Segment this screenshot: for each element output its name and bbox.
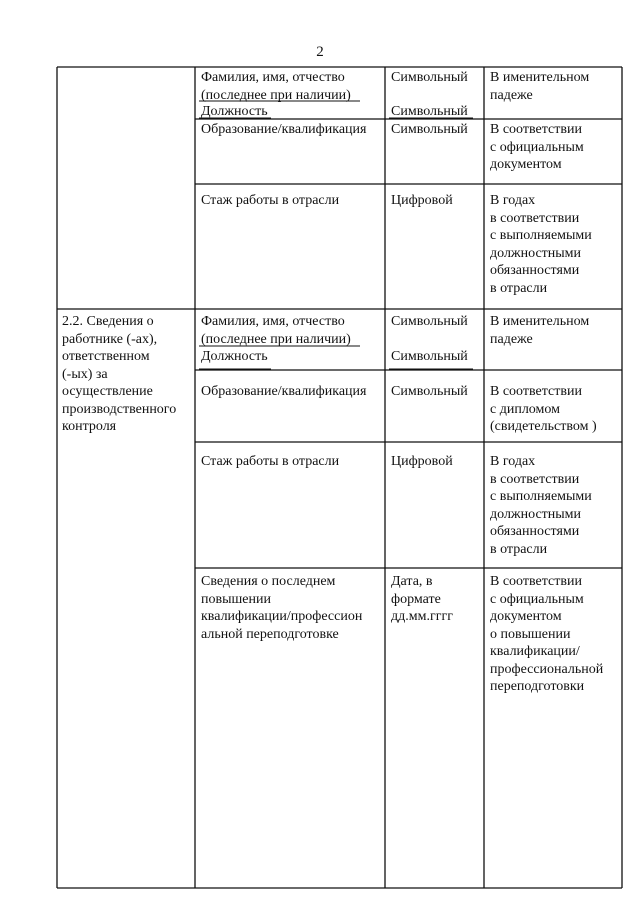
- s2-row4-type: Цифровой: [391, 454, 453, 469]
- row1-type: Символьный: [391, 70, 468, 85]
- row3-type: Символьный: [391, 122, 468, 137]
- s2-row5-note: В соответствии с официальным документом о повышении квалификации/ профессиональной переподготовки: [490, 574, 604, 694]
- s2-row3-field: Образование/квалификация: [201, 384, 367, 399]
- row4-field: Стаж работы в отрасли: [201, 193, 340, 208]
- row3-note: В соответствии с официальным документом: [490, 122, 584, 172]
- s2-row4-field: Стаж работы в отрасли: [201, 454, 340, 469]
- row2-field: Должность: [201, 104, 268, 119]
- row4-type: Цифровой: [391, 193, 453, 208]
- s2-row3-note: В соответствии с дипломом (свидетельством ): [490, 384, 597, 434]
- s2-row2-field: Должность: [201, 349, 268, 364]
- row3-field: Образование/квалификация: [201, 122, 367, 137]
- s2-row1-note: В именительном падеже: [490, 314, 590, 347]
- s2-row1-type: Символьный: [391, 314, 468, 329]
- row1-note: В именительном падеже: [490, 70, 590, 103]
- row4-note: В годах в соответствии с выполняемыми должностными обязанностями в отрасли: [490, 193, 592, 296]
- s2-row5-field: Сведения о последнем повышении квалификации/профессион альной переподготовке: [201, 574, 363, 642]
- s2-row3-type: Символьный: [391, 384, 468, 399]
- page-number: 2: [316, 44, 324, 60]
- row2-type: Символьный: [391, 104, 468, 119]
- s2-row2-type: Символьный: [391, 349, 468, 364]
- s2-row4-note: В годах в соответствии с выполняемыми должностными обязанностями в отрасли: [490, 454, 592, 557]
- s2-row5-type: Дата, в формате дд.мм.гггг: [391, 574, 453, 624]
- s2-row1-field: Фамилия, имя, отчество (последнее при наличии): [201, 314, 351, 347]
- section-title: 2.2. Сведения о работнике (-ах), ответственном (-ых) за осуществление производственного контроля: [62, 314, 177, 434]
- row1-field: Фамилия, имя, отчество (последнее при наличии): [201, 70, 351, 103]
